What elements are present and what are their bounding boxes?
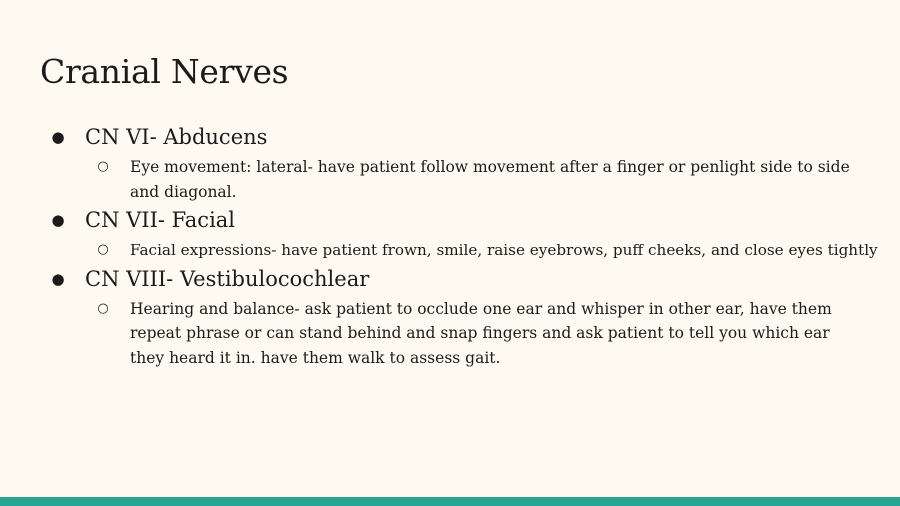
list-item: [0, 121, 900, 204]
sub-bullet-text: Eye movement: lateral- have patient follow movement after a finger or penlight side to side and diagonal.: [130, 158, 850, 201]
bullet-heading: CN VII- Facial: [85, 208, 236, 232]
sub-bullet: [0, 155, 900, 204]
list-item: [0, 204, 900, 263]
sub-bullet: [0, 297, 900, 371]
bullet-heading-row: [0, 204, 900, 237]
bullet-heading-row: [0, 263, 900, 296]
bullet-dot-icon: ●: [51, 269, 65, 288]
slide-title: Cranial Nerves: [40, 52, 289, 91]
bullet-heading-row: [0, 121, 900, 154]
sub-bullet-circle-icon: ○: [97, 159, 109, 174]
bullet-dot-icon: ●: [51, 211, 65, 229]
accent-bar: [0, 497, 900, 506]
sub-bullet: [0, 238, 900, 263]
bullet-dot-icon: ●: [51, 128, 65, 146]
sub-bullet-text: Facial expressions- have patient frown, smile, raise eyebrows, puff cheeks, and close eyes tightly: [130, 241, 878, 259]
bullet-heading: CN VIII- Vestibulocochlear: [85, 266, 370, 291]
sub-bullet-circle-icon: ○: [97, 300, 109, 316]
list-item: [0, 263, 900, 371]
bullet-list: [0, 121, 900, 370]
bullet-heading: CN VI- Abducens: [85, 125, 268, 149]
sub-bullet-circle-icon: ○: [97, 242, 109, 257]
sub-bullet-text: Hearing and balance- ask patient to occlude one ear and whisper in other ear, have them repeat phrase or can stand behind and snap fingers and ask patient to tell you which ear they heard it in. have them walk to assess gait.: [130, 299, 832, 367]
